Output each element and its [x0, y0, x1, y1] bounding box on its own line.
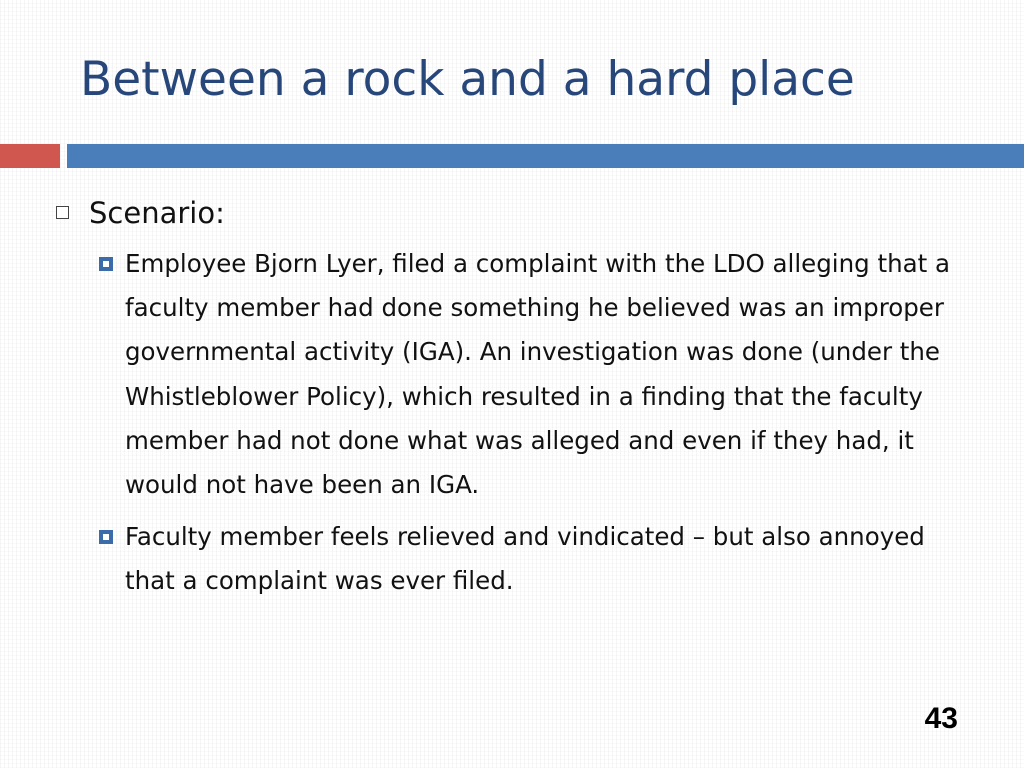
hollow-square-bullet-icon	[56, 206, 69, 219]
sub-bullet-complaint-text: Employee Bjorn Lyer, filed a complaint with the LDO alleging that a faculty member had done something he believed was an improper governmental activity (IGA). An investigation was done (under the Whistleblower Policy), which resulted in a finding that the faculty member had not done what was alleged and even if they had, it would not have been an IGA.	[125, 249, 951, 500]
filled-square-bullet-icon	[99, 257, 113, 271]
sub-bullet-complaint	[0, 242, 1024, 507]
bullet-scenario-label: Scenario:	[89, 196, 225, 230]
slide-content	[0, 192, 1024, 612]
sub-bullet-faculty	[0, 515, 1024, 603]
page-number: 43	[924, 702, 958, 735]
title-accent-bar	[0, 144, 60, 168]
title-divider-bar	[67, 144, 1024, 168]
sub-bullet-list	[0, 242, 1024, 604]
slide-title: Between a rock and a hard place	[80, 52, 855, 107]
filled-square-bullet-icon	[99, 530, 113, 544]
bullet-scenario	[0, 192, 1024, 234]
sub-bullet-faculty-text: Faculty member feels relieved and vindicated – but also annoyed that a complaint was ever filed.	[125, 522, 925, 596]
